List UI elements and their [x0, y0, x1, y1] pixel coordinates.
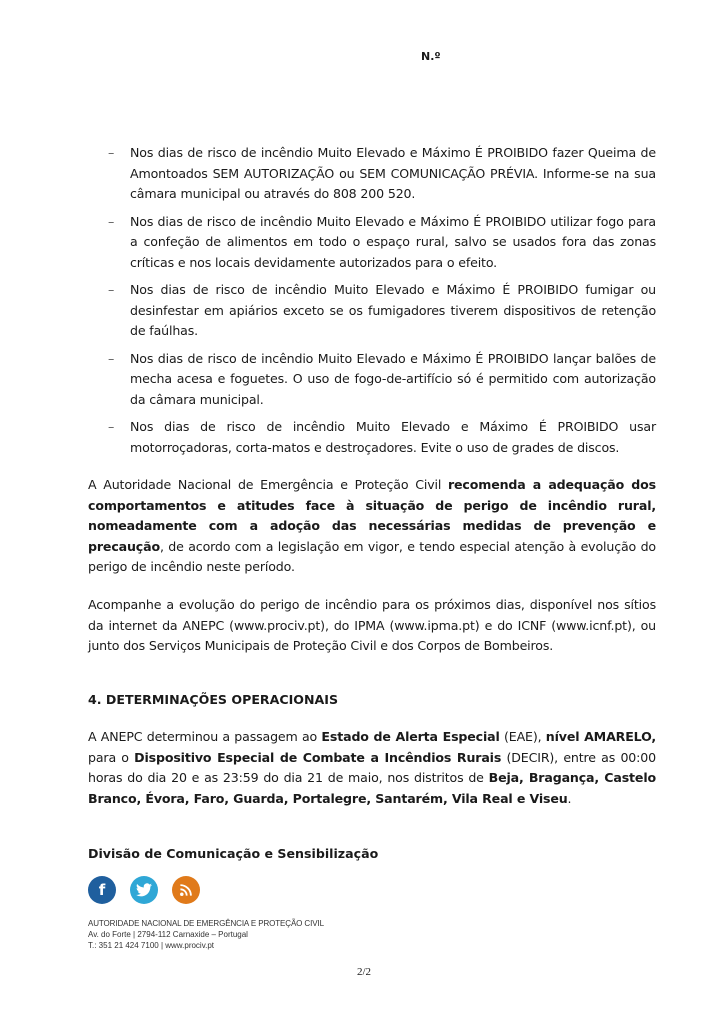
footer-address: Av. do Forte | 2794-112 Carnaxide – Portugal: [88, 930, 248, 939]
dash-bullet-icon: –: [108, 145, 115, 160]
recommendation-bold: recomenda a adequação dos comportamentos e atitudes face à situação de perigo de incêndio rural, nomeadamente com a adoção das necessárias medidas de prevenção e precaução: [88, 477, 656, 554]
text-run: (EAE),: [499, 729, 546, 744]
footer: [88, 918, 324, 951]
list-item: [88, 143, 656, 205]
dash-bullet-icon: –: [108, 282, 115, 297]
social-links: [88, 876, 200, 904]
list-item: [88, 212, 656, 274]
footer-organization: AUTORIDADE NACIONAL DE EMERGÊNCIA E PROTEÇÃO CIVIL: [88, 919, 324, 928]
follow-up-paragraph: Acompanhe a evolução do perigo de incêndio para os próximos dias, disponível nos sítios da internet da ANEPC (www.prociv.pt), do IPMA (www.ipma.pt) e do ICNF (www.icnf.pt), ou junto dos Serviços Municipais de Proteção Civil e dos Corpos de Bombeiros.: [88, 597, 656, 653]
list-item-text: Nos dias de risco de incêndio Muito Elevado e Máximo É PROIBIDO lançar balões de mecha acesa e foguetes. O uso de fogo-de-artifício só é permitido com autorização da câmara municipal.: [130, 350, 656, 407]
document-number-label: N.º: [421, 50, 441, 63]
dash-bullet-icon: –: [108, 419, 115, 434]
list-item-text: Nos dias de risco de incêndio Muito Elevado e Máximo É PROIBIDO usar motorroçadoras, corta-matos e destroçadores. Evite o uso de grades de discos.: [130, 419, 656, 455]
section-heading: 4. DETERMINAÇÕES OPERACIONAIS: [88, 692, 339, 707]
bold-run: Estado de Alerta Especial: [321, 729, 500, 744]
bold-run: Beja, Bragança, Castelo Branco, Évora, Faro, Guarda, Portalegre, Santarém, Vila Real e Viseu: [88, 770, 656, 806]
division-signature: Divisão de Comunicação e Sensibilização: [88, 846, 379, 861]
list-item: [88, 417, 656, 458]
prohibition-list: [88, 143, 656, 458]
footer-contact: T.: 351 21 424 7100 | www.prociv.pt: [88, 941, 215, 950]
twitter-bird-icon: [136, 883, 152, 897]
page-number: 2/2: [357, 966, 372, 978]
rss-feed-icon: [179, 883, 193, 897]
text-run: .: [567, 790, 572, 806]
dash-bullet-icon: –: [108, 213, 115, 229]
list-item-text: Nos dias de risco de incêndio Muito Elevado e Máximo É PROIBIDO fumigar ou desinfestar em apiários exceto se os fumigadores tiverem dispositivos de retenção de faúlhas.: [130, 282, 656, 338]
twitter-icon[interactable]: [130, 876, 158, 904]
list-item: [88, 349, 656, 411]
dash-bullet-icon: –: [108, 350, 115, 366]
operational-paragraph: [88, 727, 656, 809]
facebook-icon[interactable]: f: [88, 876, 116, 904]
recommendation-outro: , de acordo com a legislação em vigor, e tendo especial atenção à evolução do perigo de incêndio neste período.: [88, 538, 656, 574]
rules-list-container: [88, 143, 656, 465]
list-item: [88, 280, 656, 342]
rss-icon[interactable]: [172, 876, 200, 904]
list-item-text: Nos dias de risco de incêndio Muito Elevado e Máximo É PROIBIDO fazer Queima de Amontoados SEM AUTORIZAÇÃO ou SEM COMUNICAÇÃO PRÉVIA. Informe-se na sua câmara municipal ou através do 808 200 520.: [130, 145, 656, 201]
text-run: para o: [88, 749, 135, 765]
recommendation-paragraph: [88, 475, 656, 578]
bold-run: Dispositivo Especial de Combate a Incêndios Rurais: [134, 749, 502, 765]
list-item-text: Nos dias de risco de incêndio Muito Elevado e Máximo É PROIBIDO utilizar fogo para a confeção de alimentos em todo o espaço rural, salvo se usados fora das zonas críticas e nos locais devidamente autorizados para o efeito.: [130, 213, 656, 270]
bold-run: nível AMARELO,: [545, 729, 657, 744]
text-run: (DECIR), entre as 00:00 horas do dia 20 e as 23:59 do dia 21 de maio, nos distritos de: [88, 749, 656, 785]
text-run: A ANEPC determinou a passagem ao: [88, 729, 322, 744]
recommendation-intro: A Autoridade Nacional de Emergência e Proteção Civil: [88, 477, 448, 492]
